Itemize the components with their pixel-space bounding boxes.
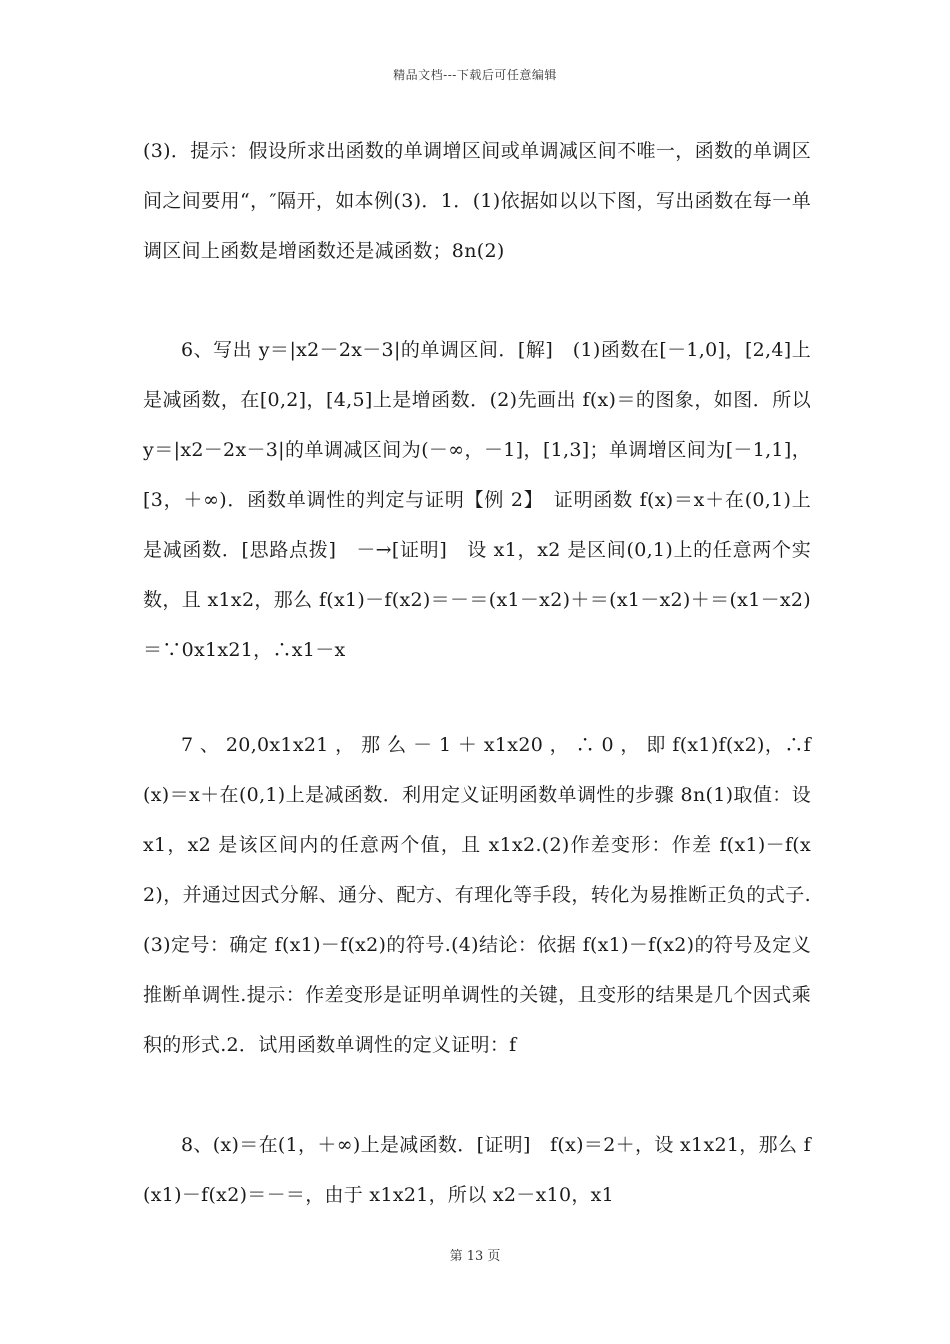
paragraph-hint: (3)．提示：假设所求出函数的单调增区间或单调减区间不唯一，函数的单调区间之间要用“，″隔开，如本例(3)．1．(1)依据如以以下图，写出函数在每一单调区间上函数是增函数还是减函数；8n(2) [143,140,811,262]
page-number: 第 13 页 [449,1249,501,1264]
paragraph-example-6: 6、写出 y＝|x2－2x－3|的单调区间．[解] (1)函数在[－1,0]，[2,4]上是减函数，在[0,2]，[4,5]上是增函数．(2)先画出 f(x)＝的图象，如图．所以 y＝|x2－2x－3|的单调减区间为(－∞，－1]，[1,3]；单调增区间为[－1,1]，[3，＋∞)．函数单调性的判定与证明【例 2】 证明函数 f(x)＝x＋在(0,1)上是减函数．[思路点拨] －→[证明] 设 x1，x2 是区间(0,1)上的任意两个实数，且 x1x2，那么 f(x1)－f(x2)＝－＝(x1－x2)＋＝(x1－x2)＋＝(x1－x2)＝∵0x1x21，∴x1－x [143,339,811,661]
paragraph-example-7: 7 、 20,0x1x21 ， 那 么 － 1 ＋ x1x20 ， ∴ 0 ， 即 f(x1)f(x2)，∴f(x)＝x＋在(0,1)上是减函数．利用定义证明函数单调性的步骤 8n(1)取值：设 x1，x2 是该区间内的任意两个值，且 x1x2.(2)作差变形：作差 f(x1)－f(x2)，并通过因式分解、通分、配方、有理化等手段，转化为易推断正负的式子.(3)定号：确定 f(x1)－f(x2)的符号.(4)结论：依据 f(x1)－f(x2)的符号及定义推断单调性.提示：作差变形是证明单调性的关键，且变形的结果是几个因式乘积的形式.2．试用函数单调性的定义证明：f [143,734,811,1056]
paragraph-example-8: 8、(x)＝在(1，＋∞)上是减函数．[证明] f(x)＝2＋，设 x1x21，那么 f(x1)－f(x2)＝－＝，由于 x1x21，所以 x2－x10，x1 [143,1134,811,1206]
page-header: 精品文档---下载后可任意编辑 [393,68,557,82]
